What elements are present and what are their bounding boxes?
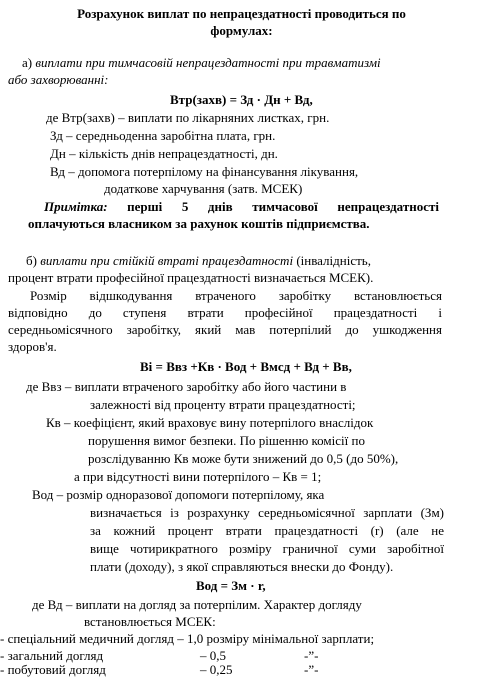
section-a-label: а) [22,55,33,70]
def-vod-cont-3: вище чотирикратного розміру граничної суми заробітної [90,541,444,556]
def-vvz-cont: залежності від проценту втрати працездатності; [90,397,356,412]
section-b-heading-rest: (інвалідність, [296,253,371,268]
def-intro: де Втр(захв) – виплати по лікарняних листках, грн. [46,110,330,125]
section-b-line-2: процент втрати професійної працездатності визначається МСЕК). [8,270,374,285]
def-vvz: де Ввз – виплати втраченого заробітку або його частини в [26,379,347,394]
def-vod-cont-4: плати (доходу), з якої справляються внески до Фонду). [90,559,394,574]
section-a-heading [22,55,381,72]
def-vod-cont-1: визначається із розрахунку середньомісячної зарплати (Зм) [90,505,444,520]
title-line-2: формулах: [210,23,273,38]
section-b-heading-text: виплати при стійкій втраті працездатності [40,253,294,268]
para-line-3: середньомісячного заробітку, який мав потерпілий до ушкодження [8,322,442,337]
para-line-1: Розмір відшкодування втраченого заробітку встановлюється [30,288,442,303]
def-zd: Зд – середньоденна заробітна плата, грн. [50,128,276,143]
care-special: - спеціальний медичний догляд – 1,0 розміру мінімальної зарплати; [0,631,375,646]
care-general-label: - загальний догляд [0,648,104,663]
care-general-ditto: -”- [304,648,319,663]
note-line-2: оплачуються власником за рахунок коштів підприємства. [28,216,370,231]
care-general-value: – 0,5 [200,648,226,663]
formula-temporary: Bтр(захв) = Зд · Дн + Вд, [170,92,313,107]
care-household-label: - побутовий догляд [0,662,106,677]
para-line-4: здоров'я. [8,339,57,354]
def-vod-cont-2: за кожний процент втрати працездатності (r) (але не [90,523,444,538]
def-kv: Кв – коефіцієнт, який враховує вину потерпілого внаслідок [46,415,374,430]
section-b-label: б) [26,253,37,268]
care-household [0,664,106,676]
def-kv-cont-1: порушення вимог безпеки. По рішенню комісії по [88,433,365,448]
section-a-heading-text: виплати при тимчасовій непрацездатності при травматизмі [35,55,381,70]
section-a-heading-cont: або захворюванні: [8,72,109,87]
para-line-2: відповідно до ступеня втрати професійної працездатності і [8,305,442,320]
title-line-1: Розрахунок виплат по непрацездатності проводиться по [77,6,406,21]
section-b-heading [26,253,371,270]
care-intro: де Вд – виплати на догляд за потерпілим. Характер догляду [32,597,362,612]
note-text: перші 5 днів тимчасової непрацездатності [127,199,439,214]
care-household-value: – 0,25 [200,662,233,677]
care-intro-cont: встановлюється МСЕК: [84,614,216,629]
def-kv-cont-3: а при відсутності вини потерпілого – Кв = 1; [74,469,322,484]
def-vd: Вд – допомога потерпілому на фінансування лікування, [50,164,359,179]
def-vd-cont: додаткове харчування (затв. МСЕК) [104,181,303,196]
note-label: Примітка: [44,199,108,214]
def-vod: Вод – розмір одноразової допомоги потерпілому, яка [32,487,325,502]
def-kv-cont-2: розслідуванню Кв може бути знижений до 0,5 (до 50%), [88,451,399,466]
care-household-ditto: -”- [304,662,319,677]
note-line-1 [44,199,439,216]
def-dn: Дн – кількість днів непрацездатності, дн. [50,146,278,161]
formula-vod: Вод = Зм · r, [196,578,266,593]
formula-permanent: Ві = Ввз +Кв · Вод + Вмсд + Вд + Вв, [140,359,352,374]
